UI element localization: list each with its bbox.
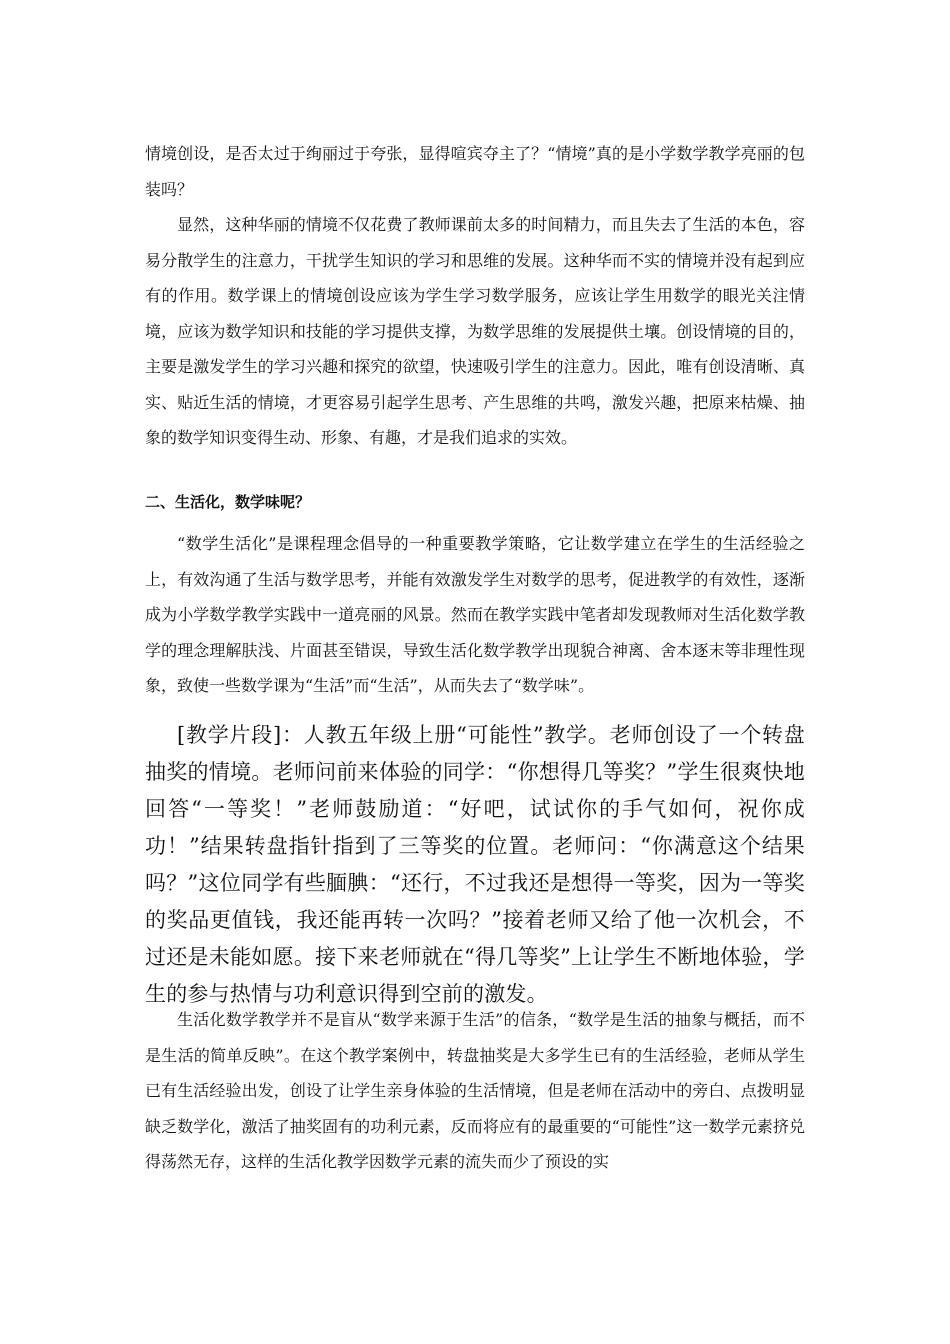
paragraph-life-math: “数学生活化”是课程理念倡导的一种重要教学策略，它让数学建立在学生的生活经验之上，有效沟通了生活与数学思考，并能有效激发学生对数学的思考，促进教学的有效性，逐渐成为小学数学教学实践中一道亮丽的风景。然而在教学实践中笔者却发现教师对生活化数学教学的理念理解肤浅、片面甚至错误，导致生活化数学教学出现貌合神离、舍本逐末等非理性现象，致使一些数学课为“生活”而“生活”，从而失去了“数学味”。 bbox=[145, 534, 805, 695]
paragraph-teaching-segment: [教学片段]：人教五年级上册“可能性”教学。老师创设了一个转盘抽奖的情境。老师问前来体验的同学：“你想得几等奖？”学生很爽快地回答“一等奖！”老师鼓励道：“好吧，试试你的手气如何，祝你成功！”结果转盘指针指到了三等奖的位置。老师问：“你满意这个结果吗？”这位同学有些腼腆：“还行，不过我还是想得一等奖，因为一等奖的奖品更值钱，我还能再转一次吗？”接着老师又给了他一次机会，不过还是未能如愿。接下来老师就在“得几等奖”上让学生不断地体验，学生的参与热情与功利意识得到空前的激发。 bbox=[145, 723, 805, 1006]
paragraph-situation-analysis: 显然，这种华丽的情境不仅花费了教师课前太多的时间精力，而且失去了生活的本色，容易分散学生的注意力，干扰学生知识的学习和思维的发展。这种华而不实的情境并没有起到应有的作用。数学课上的情境创设应该为学生学习数学服务，应该让学生用数学的眼光关注情境，应该为数学知识和技能的学习提供支撑，为数学思维的发展提供土壤。创设情境的目的，主要是激发学生的学习兴趣和探究的欲望，快速吸引学生的注意力。因此，唯有创设清晰、真实、贴近生活的情境，才更容易引起学生思考、产生思维的共鸣，激发兴趣，把原来枯燥、抽象的数学知识变得生动、形象、有趣，才是我们追求的实效。 bbox=[145, 215, 805, 447]
section-heading: 二、生活化，数学味呢？ bbox=[145, 493, 311, 511]
paragraph-case-analysis: 生活化数学教学并不是盲从“数学来源于生活”的信条，“数学是生活的抽象与概括，而不是生活的简单反映”。在这个教学案例中，转盘抽奖是大多学生已有的生活经验，老师从学生已有生活经验出发，创设了让学生亲身体验的生活情境，但是老师在活动中的旁白、点拨明显缺乏数学化，激活了抽奖固有的功利元素，反而将应有的最重要的“可能性”这一数学元素挤兑得荡然无存，这样的生活化教学因数学元素的流失而少了预设的实 bbox=[145, 1010, 805, 1171]
paragraph-intro: 情境创设，是否太过于绚丽过于夸张，显得喧宾夺主了？“情境”真的是小学数学教学亮丽的包装吗？ bbox=[145, 144, 805, 199]
